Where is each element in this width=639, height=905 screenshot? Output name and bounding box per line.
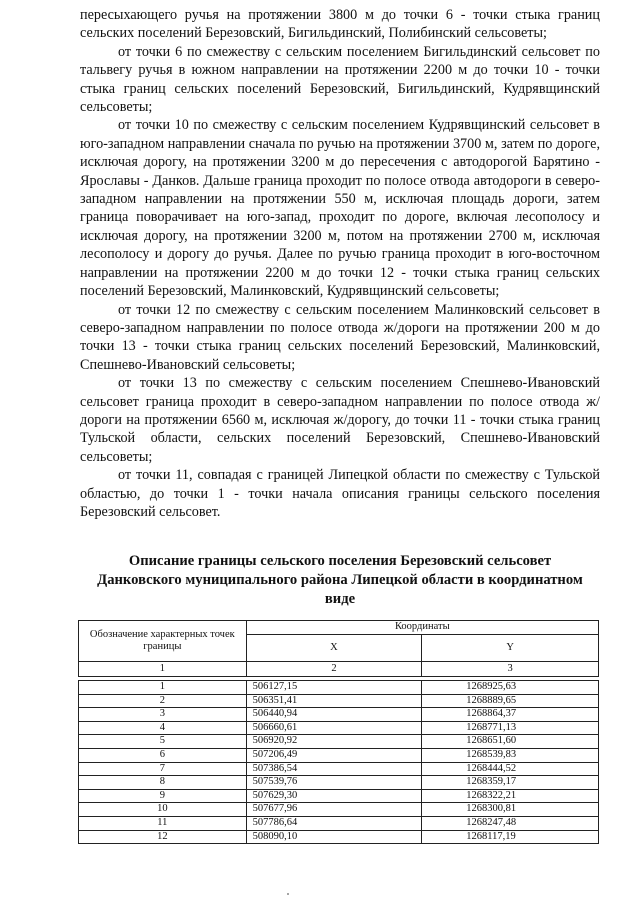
- heading-line-3: виде: [324, 591, 356, 607]
- point-number-cell: 11: [79, 816, 247, 830]
- point-number-cell: 2: [79, 694, 247, 708]
- table-row: [79, 708, 599, 722]
- section-heading: [80, 552, 600, 609]
- y-coordinate-cell: 1268300,81: [422, 803, 599, 817]
- x-coordinate-cell: 507629,30: [246, 789, 422, 803]
- header-coordinates: Координаты: [246, 621, 598, 635]
- table-row: [79, 762, 599, 776]
- paragraph-6: от точки 11, совпадая с границей Липецкой области по смежеству с Тульской областью, до точки 1 - точки начала описания границы сельского поселения Березовский сельсовет.: [80, 467, 600, 520]
- column-number-3: 3: [422, 662, 599, 677]
- table-row: [79, 776, 599, 790]
- paragraph-3: от точки 10 по смежеству с сельским поселением Кудрявщинский сельсовет в юго-западном направлении сначала по ручью на протяжении 3700 м, затем по дороге, исключая дорогу, на протяжении 3200 м до пересечения с автодорогой Барятино - Ярославы - Данков. Дальше граница проходит по полосе отвода автодороги в северо-западном направлении на протяжении 550 м, исключая площадь дороги, затем граница поворачивает на юго-запад, проходит по дороге, включая лесополосу и исключая дорогу, на протяжении 3200 м, потом на протяжении 2700 м, исключая лесополосу и дорогу до ручья. Далее по ручью граница проходит в юго-восточном направлении на протяжении 2200 м до точки 12 - точки стыка границ сельских поселений Березовский, Малинковский, Кудрявщинский сельсоветы;: [80, 117, 600, 300]
- heading-line-2: Данковского муниципального района Липецкой области в координатном: [97, 572, 583, 588]
- boundary-description-text: [80, 6, 600, 521]
- coordinates-table-body: [79, 681, 599, 844]
- scan-speck: [287, 893, 289, 895]
- point-number-cell: 4: [79, 721, 247, 735]
- table-row: [79, 830, 599, 844]
- coordinates-table-header: [79, 621, 599, 681]
- x-coordinate-cell: 506351,41: [246, 694, 422, 708]
- paragraph-2: от точки 6 по смежеству с сельским поселением Бигильдинский сельсовет по тальвегу ручья в южном направлении на протяжении 2200 м до точки 10 - точки стыка границ сельских поселений Березовский, Бигильдинский, Кудрявщинский сельсоветы;: [80, 43, 600, 116]
- point-number-cell: 5: [79, 735, 247, 749]
- y-coordinate-cell: 1268359,17: [422, 776, 599, 790]
- x-coordinate-cell: 507677,96: [246, 803, 422, 817]
- point-number-cell: 7: [79, 762, 247, 776]
- x-coordinate-cell: 507786,64: [246, 816, 422, 830]
- paragraph-4: от точки 12 по смежеству с сельским поселением Малинковский сельсовет в северо-западном направлении по полосе отвода ж/дороги на протяжении 200 м до точки 13 - точки стыка границ сельских поселений Березовский, Малинковский, Спешнево-Ивановский сельсоветы;: [80, 301, 600, 373]
- y-coordinate-cell: 1268444,52: [422, 762, 599, 776]
- point-number-cell: 3: [79, 708, 247, 722]
- x-coordinate-cell: 506920,92: [246, 735, 422, 749]
- table-row: [79, 803, 599, 817]
- point-number-cell: 1: [79, 681, 247, 695]
- table-row: [79, 721, 599, 735]
- y-coordinate-cell: 1268925,63: [422, 681, 599, 695]
- point-number-cell: 8: [79, 776, 247, 790]
- y-coordinate-cell: 1268771,13: [422, 721, 599, 735]
- y-coordinate-cell: 1268651,60: [422, 735, 599, 749]
- x-coordinate-cell: 506127,15: [246, 681, 422, 695]
- paragraph-5: от точки 13 по смежеству с сельским поселением Спешнево-Ивановский сельсовет граница проходит в северо-западном направлении по полосе отвода ж/дороги на протяжении 6560 м, исключая ж/дорогу, до точки 11 - точки стыка границ Тульской области, сельских поселений Березовский, Спешнево-Ивановский сельсоветы;: [80, 375, 600, 465]
- paragraph-1: пересыхающего ручья на протяжении 3800 м до точки 6 - точки стыка границ сельских поселений Березовский, Бигильдинский, Полибинский сельсоветы;: [80, 7, 600, 42]
- y-coordinate-cell: 1268247,48: [422, 816, 599, 830]
- point-number-cell: 10: [79, 803, 247, 817]
- table-row: [79, 816, 599, 830]
- y-coordinate-cell: 1268539,83: [422, 748, 599, 762]
- header-point-designation: Обозначение характерных точек границы: [79, 621, 247, 662]
- column-number-1: 1: [79, 662, 247, 677]
- y-coordinate-cell: 1268322,21: [422, 789, 599, 803]
- x-coordinate-cell: 508090,10: [246, 830, 422, 844]
- point-number-cell: 9: [79, 789, 247, 803]
- y-coordinate-cell: 1268117,19: [422, 830, 599, 844]
- x-coordinate-cell: 507386,54: [246, 762, 422, 776]
- heading-line-1: Описание границы сельского поселения Березовский сельсовет: [128, 553, 552, 569]
- table-row: [79, 748, 599, 762]
- y-coordinate-cell: 1268889,65: [422, 694, 599, 708]
- table-row: [79, 694, 599, 708]
- x-coordinate-cell: 506660,61: [246, 721, 422, 735]
- table-row: [79, 681, 599, 695]
- x-coordinate-cell: 507206,49: [246, 748, 422, 762]
- column-number-2: 2: [246, 662, 422, 677]
- header-y: Y: [422, 634, 599, 661]
- point-number-cell: 6: [79, 748, 247, 762]
- x-coordinate-cell: 506440,94: [246, 708, 422, 722]
- coordinates-table: [78, 620, 599, 844]
- x-coordinate-cell: 507539,76: [246, 776, 422, 790]
- header-x: X: [246, 634, 422, 661]
- y-coordinate-cell: 1268864,37: [422, 708, 599, 722]
- point-number-cell: 12: [79, 830, 247, 844]
- table-row: [79, 735, 599, 749]
- table-row: [79, 789, 599, 803]
